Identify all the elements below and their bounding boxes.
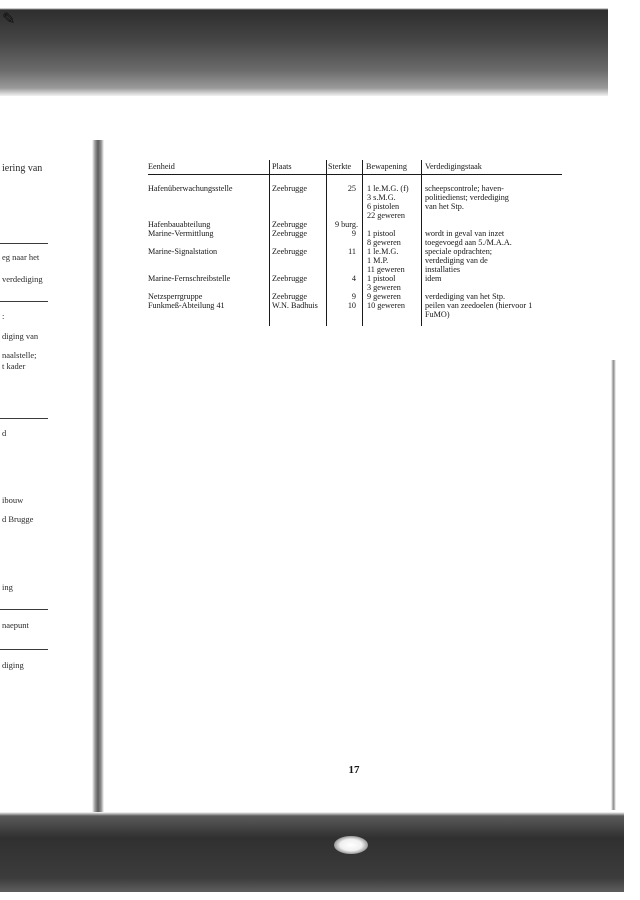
cell-taak: installaties	[425, 265, 461, 274]
cell-plaats: Zeebrugge	[272, 220, 308, 229]
cell-taak: van het Stp.	[425, 202, 464, 211]
cell-taak: toegevoegd aan 5./M.A.A.	[425, 238, 512, 247]
cell-bewapening: 8 geweren	[367, 238, 401, 247]
left-fragment: iering van	[2, 163, 43, 174]
cell-taak: scheepscontrole; haven-	[425, 184, 504, 193]
left-fragment: t kader	[2, 361, 26, 371]
left-rule	[0, 609, 48, 610]
units-table	[148, 160, 562, 326]
left-fragment: eg naar het	[2, 252, 40, 262]
page-fold-left	[92, 140, 104, 812]
column-header-verdedigingstaak: Verdedigingstaak	[425, 162, 482, 171]
column-header-bewapening: Bewapening	[366, 162, 407, 171]
cell-eenheid: Hafenbauabteilung	[148, 220, 211, 229]
cell-bewapening: 9 geweren	[367, 292, 401, 301]
left-fragment: :	[2, 311, 5, 321]
cell-taak: verdediging van het Stp.	[425, 292, 506, 301]
cell-bewapening: 3 geweren	[367, 283, 401, 292]
cell-sterkte: 9	[351, 292, 356, 301]
cell-eenheid: Marine-Vermittlung	[148, 229, 214, 238]
cell-eenheid: Marine-Fernschreibstelle	[148, 274, 231, 283]
column-header-eenheid: Eenheid	[148, 162, 175, 171]
left-fragment: d	[2, 428, 7, 438]
cell-bewapening: 11 geweren	[367, 265, 405, 274]
cell-bewapening: 1 pistool	[367, 229, 396, 238]
cell-plaats: Zeebrugge	[272, 184, 308, 193]
scanner-glare	[334, 836, 368, 854]
cell-bewapening: 6 pistolen	[367, 202, 400, 211]
cell-sterkte: 11	[348, 247, 356, 256]
cell-eenheid: Funkmeß-Abteilung 41	[148, 301, 225, 310]
cell-taak: politiedienst; verdediging	[425, 193, 509, 202]
page-fold-right	[611, 360, 616, 810]
left-fragment: ibouw	[2, 495, 24, 505]
cell-bewapening: 1 pistool	[367, 274, 396, 283]
cell-bewapening: 1 M.P.	[367, 256, 389, 265]
left-fragment: naalstelle;	[2, 350, 37, 360]
left-rule	[0, 649, 48, 650]
cell-taak: wordt in geval van inzet	[425, 229, 505, 238]
cell-sterkte: 9	[351, 229, 356, 238]
left-fragment: diging	[2, 660, 24, 670]
left-fragment: ing	[2, 582, 13, 592]
cell-eenheid: Marine-Signalstation	[148, 247, 218, 256]
cell-plaats: Zeebrugge	[272, 274, 308, 283]
cell-eenheid: Netzsperrgruppe	[148, 292, 203, 301]
table-header-rule	[148, 174, 562, 175]
left-fragment: naepunt	[2, 620, 29, 630]
scan-bottom-shadow	[0, 808, 640, 900]
cell-sterkte: 9 burg.	[334, 220, 358, 229]
cell-plaats: Zeebrugge	[272, 292, 308, 301]
cell-eenheid: Hafenüberwachungsstelle	[148, 184, 233, 193]
cell-taak: peilen van zeedoelen (hiervoor 1	[425, 301, 533, 310]
cell-plaats: Zeebrugge	[272, 247, 308, 256]
cell-plaats: W.N. Badhuis	[272, 301, 318, 310]
column-divider	[269, 160, 270, 326]
column-divider	[362, 160, 363, 326]
column-divider	[421, 160, 422, 326]
cell-bewapening: 10 geweren	[367, 301, 405, 310]
cell-bewapening: 1 le.M.G.	[367, 247, 399, 256]
left-fragment: verdediging	[2, 274, 43, 284]
cell-plaats: Zeebrugge	[272, 229, 308, 238]
cell-taak: verdediging van de	[425, 256, 488, 265]
column-header-plaats: Plaats	[272, 162, 292, 171]
left-rule	[0, 418, 48, 419]
scan-top-shadow	[0, 0, 640, 96]
cell-taak: idem	[425, 274, 442, 283]
page-number: 17	[348, 764, 360, 776]
corner-mark: ✎	[2, 9, 16, 28]
column-header-sterkte: Sterkte	[328, 162, 352, 171]
cell-sterkte: 10	[347, 301, 356, 310]
left-fragment: d Brugge	[2, 514, 34, 524]
left-rule	[0, 301, 48, 302]
left-rule	[0, 243, 48, 244]
cell-sterkte: 4	[351, 274, 356, 283]
left-fragment: diging van	[2, 331, 39, 341]
cell-taak: speciale opdrachten;	[425, 247, 493, 256]
cell-sterkte: 25	[347, 184, 356, 193]
cell-bewapening: 3 s.M.G.	[367, 193, 396, 202]
cell-taak: FuMO)	[425, 310, 450, 319]
cell-bewapening: 1 le.M.G. (f)	[367, 184, 409, 193]
cell-bewapening: 22 geweren	[367, 211, 405, 220]
